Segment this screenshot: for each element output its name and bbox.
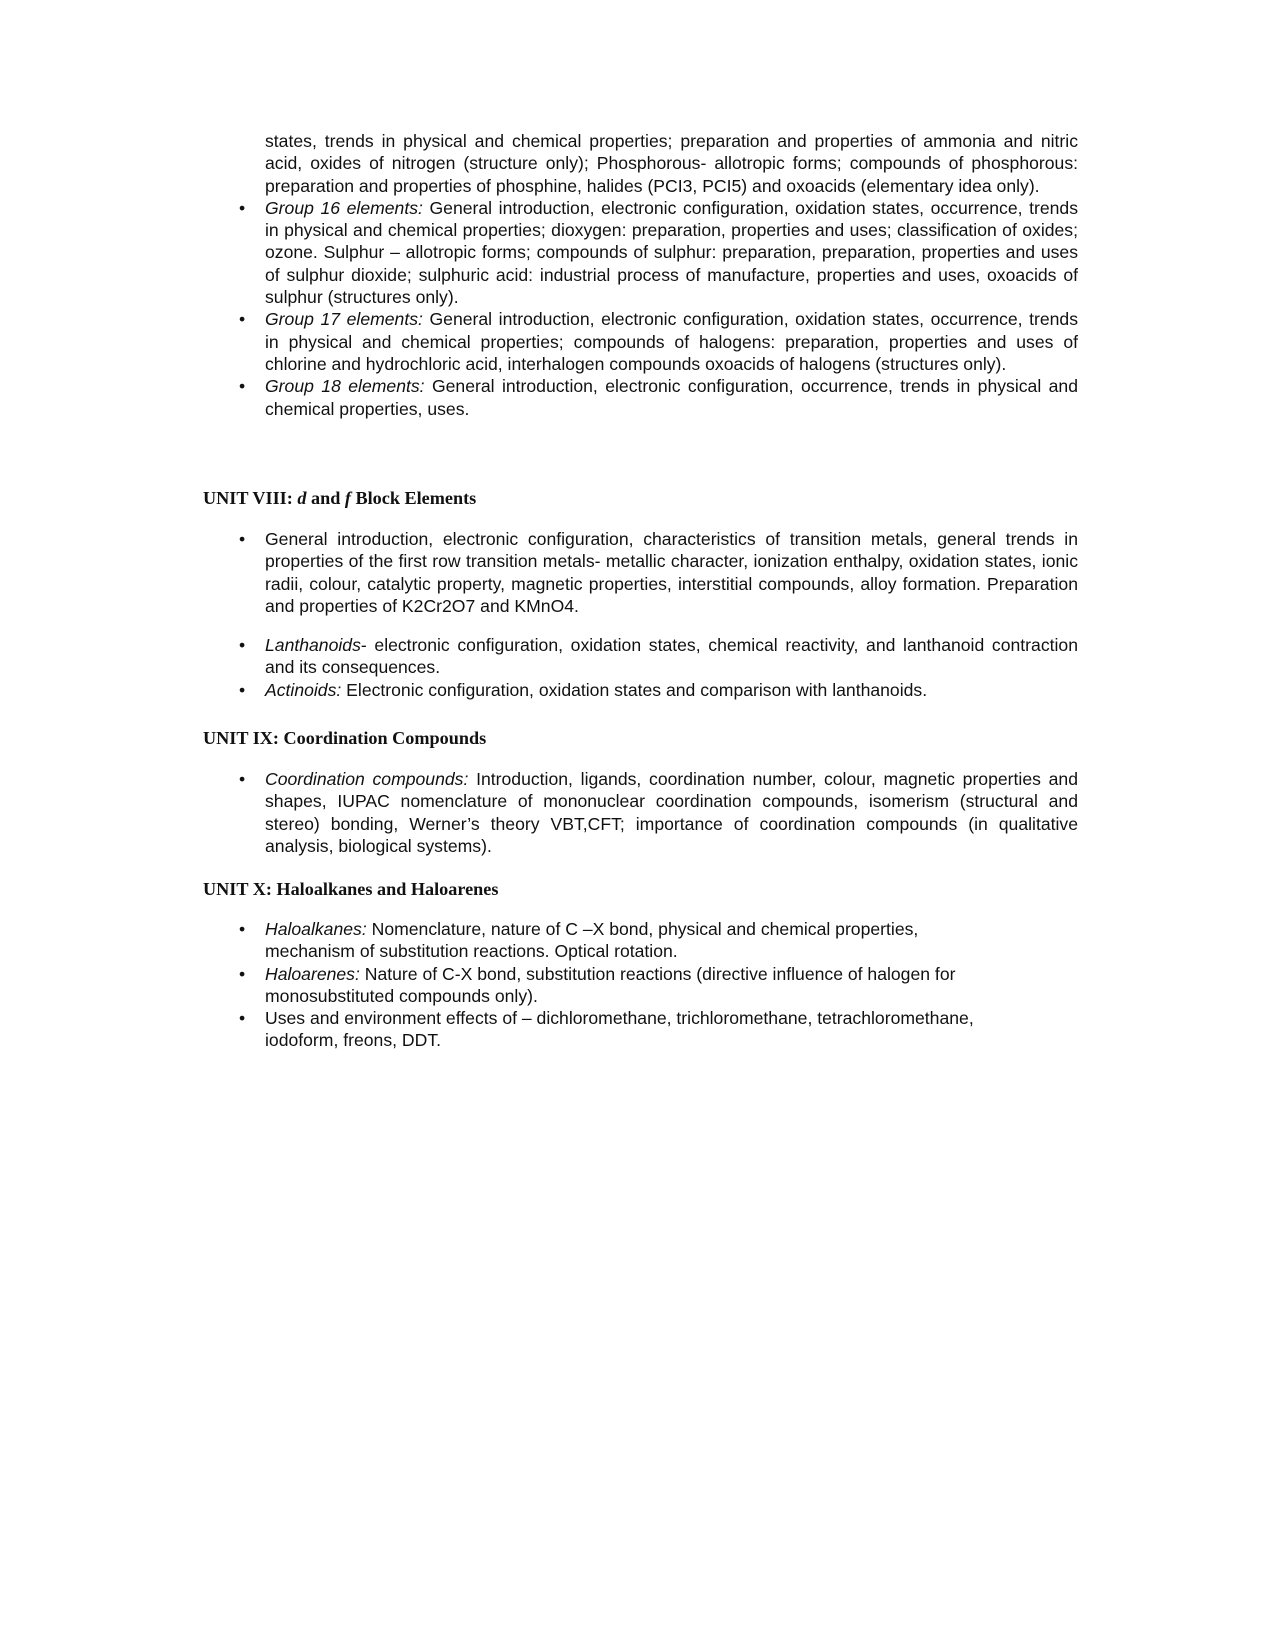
list-item-haloalkanes xyxy=(203,918,1078,963)
coordination-lead: Coordination compounds: xyxy=(265,769,469,789)
continuation-text: states, trends in physical and chemical properties; preparation and properties of ammonia and nitric acid, oxides of nitrogen (structure only); Phosphorous- allotropic forms; compounds of phosphorous: preparation and properties of phosphine, halides (PCI3, PCI5) and oxoacids (elementary idea only). xyxy=(265,131,1078,196)
actinoids-text: Electronic configuration, oxidation states and comparison with lanthanoids. xyxy=(341,679,928,700)
haloalkanes-lead: Haloalkanes: xyxy=(265,919,367,939)
unit10-list xyxy=(203,918,1078,1052)
list-item-group16 xyxy=(203,197,1078,308)
unit9-section xyxy=(203,768,1078,857)
list-item-group18 xyxy=(203,375,1078,420)
group16-lead: Group 16 elements: xyxy=(265,197,423,218)
bullet-icon: • xyxy=(239,197,246,218)
haloarenes-lead: Haloarenes: xyxy=(265,963,360,984)
unit8-heading-suffix: Block Elements xyxy=(350,488,477,508)
bullet-icon: • xyxy=(239,963,246,984)
unit10-section xyxy=(203,918,1078,1052)
bullet-icon: • xyxy=(239,919,246,939)
bullet-icon: • xyxy=(239,376,246,397)
haloalkanes-text: Nomenclature, nature of C –X bond, physical and chemical properties, mechanism of substitution reactions. Optical rotation. xyxy=(265,919,919,962)
uses-text: Uses and environment effects of – dichloromethane, trichloromethane, tetrachloromethane, iodoform, freons, DDT. xyxy=(265,1008,974,1051)
coordination-text: Introduction, ligands, coordination number, colour, magnetic properties and shapes, IUPAC nomenclature of mononuclear coordination compounds, isomerism (structural and stereo) bonding, Werner’s theory VBT,CFT; importance of coordination compounds (in qualitative analysis, biological systems). xyxy=(265,769,1078,856)
list-item-continuation xyxy=(203,130,1078,197)
unit8-section xyxy=(203,528,1078,701)
group17-text: General introduction, electronic configuration, oxidation states, occurrence, trends in physical and chemical properties; compounds of halogens: preparation, properties and uses of chlorine and hydrochloric acid, interhalogen compounds oxoacids of halogens (structures only). xyxy=(265,309,1078,374)
unit8-heading-d: d xyxy=(297,488,307,508)
transition-metals-text: General introduction, electronic configuration, characteristics of transition metals, general trends in properties of the first row transition metals- metallic character, ionization enthalpy, oxidation states, ionic radii, colour, catalytic property, magnetic properties, interstitial compounds, alloy formation. Preparation and properties of K2Cr2O7 and KMnO4. xyxy=(265,529,1078,616)
unit8-heading-prefix: UNIT VIII: xyxy=(203,488,298,508)
unit7-section xyxy=(203,130,1078,420)
group18-lead: Group 18 elements: xyxy=(265,376,425,397)
list-item-uses xyxy=(203,1007,1078,1052)
list-item-group17 xyxy=(203,308,1078,375)
lanthanoids-text: - electronic configuration, oxidation states, chemical reactivity, and lanthanoid contraction and its consequences. xyxy=(265,635,1078,678)
unit8-heading-and: and xyxy=(306,488,345,508)
lanthanoids-lead: Lanthanoids xyxy=(265,635,361,656)
list-item-actinoids xyxy=(203,679,1078,701)
unit9-list xyxy=(203,768,1078,857)
list-item-transition-metals xyxy=(203,528,1078,617)
bullet-icon: • xyxy=(239,1008,246,1029)
actinoids-lead: Actinoids: xyxy=(265,679,342,700)
group16-text: General introduction, electronic configuration, oxidation states, occurrence, trends in physical and chemical properties; dioxygen: preparation, properties and uses; classification of oxides; ozone. Sulphur – allotropic forms; compounds of sulphur: preparation, preparation, properties and uses of sulphur dioxide; sulphuric acid: industrial process of manufacture, properties and uses, oxoacids of sulphur (structures only). xyxy=(265,197,1078,308)
unit9-heading: UNIT IX: Coordination Compounds xyxy=(203,728,487,748)
bullet-icon: • xyxy=(239,309,246,330)
unit8-list xyxy=(203,528,1078,701)
unit10-heading: UNIT X: Haloalkanes and Haloarenes xyxy=(203,879,499,899)
unit8-heading xyxy=(203,487,476,509)
haloarenes-text: Nature of C-X bond, substitution reactions (directive influence of halogen for monosubstituted compounds only). xyxy=(265,963,956,1006)
bullet-icon: • xyxy=(239,769,246,789)
list-item-haloarenes xyxy=(203,963,1078,1008)
group18-text: General introduction, electronic configuration, occurrence, trends in physical and chemical properties, uses. xyxy=(265,376,1078,419)
group17-lead: Group 17 elements: xyxy=(265,309,423,330)
unit8-heading-f: f xyxy=(344,488,351,508)
bullet-icon: • xyxy=(239,635,246,656)
bullet-icon: • xyxy=(239,529,246,549)
list-item-coordination xyxy=(203,768,1078,857)
unit7-list xyxy=(203,130,1078,420)
list-item-lanthanoids xyxy=(203,634,1078,679)
bullet-icon: • xyxy=(239,679,246,700)
